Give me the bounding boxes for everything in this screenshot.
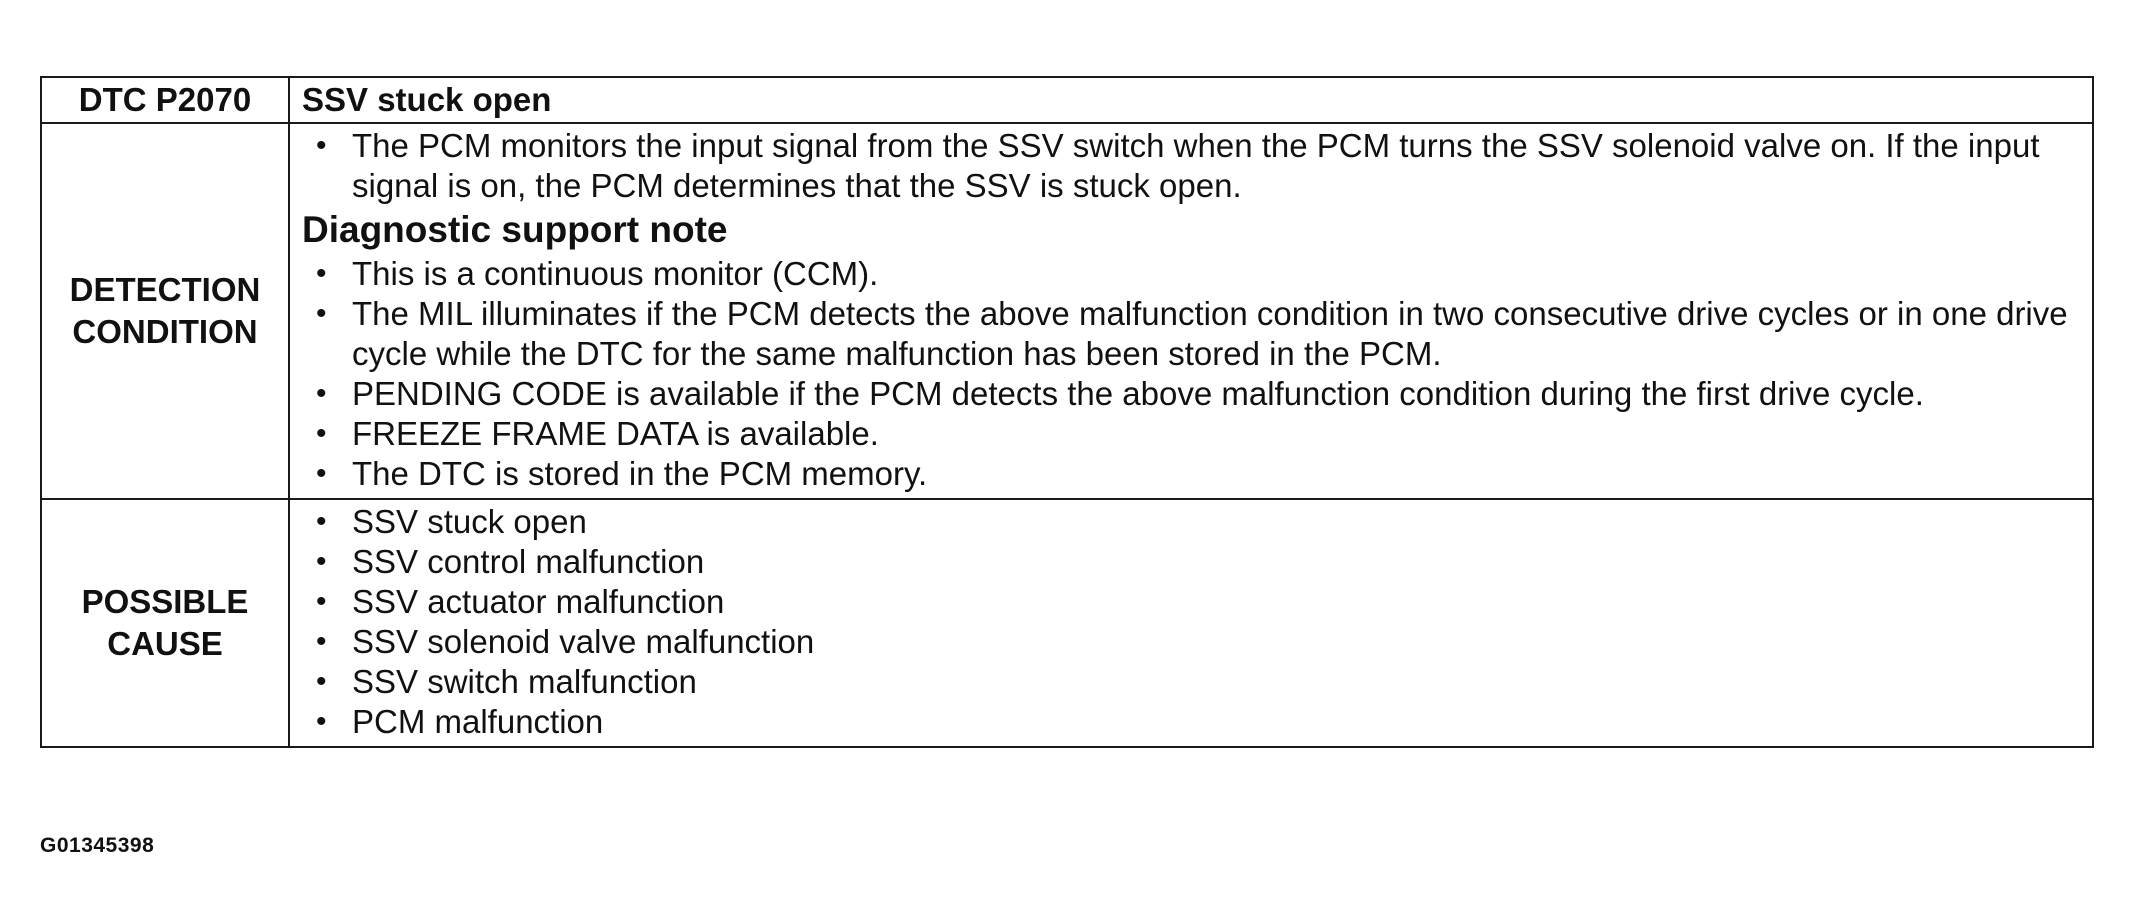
list-item: • SSV solenoid valve malfunction — [302, 622, 2078, 662]
detection-label-line2: CONDITION — [72, 313, 258, 350]
detection-content-cell — [289, 123, 2093, 499]
list-item: • PCM malfunction — [302, 702, 2078, 742]
list-item: • The PCM monitors the input signal from the SSV switch when the PCM turns the SSV solenoid valve on. If the input signal is on, the PCM determines that the SSV is stuck open. — [302, 126, 2078, 206]
dtc-table — [40, 76, 2094, 748]
dtc-title-cell: SSV stuck open — [289, 77, 2093, 123]
diagnostic-note-list — [302, 254, 2078, 494]
detection-label-line1: DETECTION — [69, 271, 261, 308]
figure-id: G01345398 — [40, 834, 155, 857]
possible-cause-row — [41, 499, 2093, 747]
list-item: • SSV switch malfunction — [302, 662, 2078, 702]
list-item: • The MIL illuminates if the PCM detects the above malfunction condition in two consecutive drive cycles or in one drive cycle while the DTC for the same malfunction has been stored in the PCM. — [302, 294, 2078, 374]
list-item: • This is a continuous monitor (CCM). — [302, 254, 2078, 294]
list-item: • SSV actuator malfunction — [302, 582, 2078, 622]
cause-label-line2: CAUSE — [107, 625, 223, 662]
list-item: • SSV control malfunction — [302, 542, 2078, 582]
detection-intro-list — [302, 126, 2078, 206]
cause-list — [302, 502, 2078, 742]
cause-label-cell — [41, 499, 289, 747]
detection-row — [41, 123, 2093, 499]
header-row — [41, 77, 2093, 123]
list-item: • PENDING CODE is available if the PCM detects the above malfunction condition during the first drive cycle. — [302, 374, 2078, 414]
cause-content-cell — [289, 499, 2093, 747]
dtc-code-cell: DTC P2070 — [41, 77, 289, 123]
list-item: • The DTC is stored in the PCM memory. — [302, 454, 2078, 494]
list-item: • FREEZE FRAME DATA is available. — [302, 414, 2078, 454]
list-item: • SSV stuck open — [302, 502, 2078, 542]
detection-label-cell — [41, 123, 289, 499]
diagnostic-note-heading: Diagnostic support note — [302, 209, 728, 250]
cause-label-line1: POSSIBLE — [81, 583, 249, 620]
